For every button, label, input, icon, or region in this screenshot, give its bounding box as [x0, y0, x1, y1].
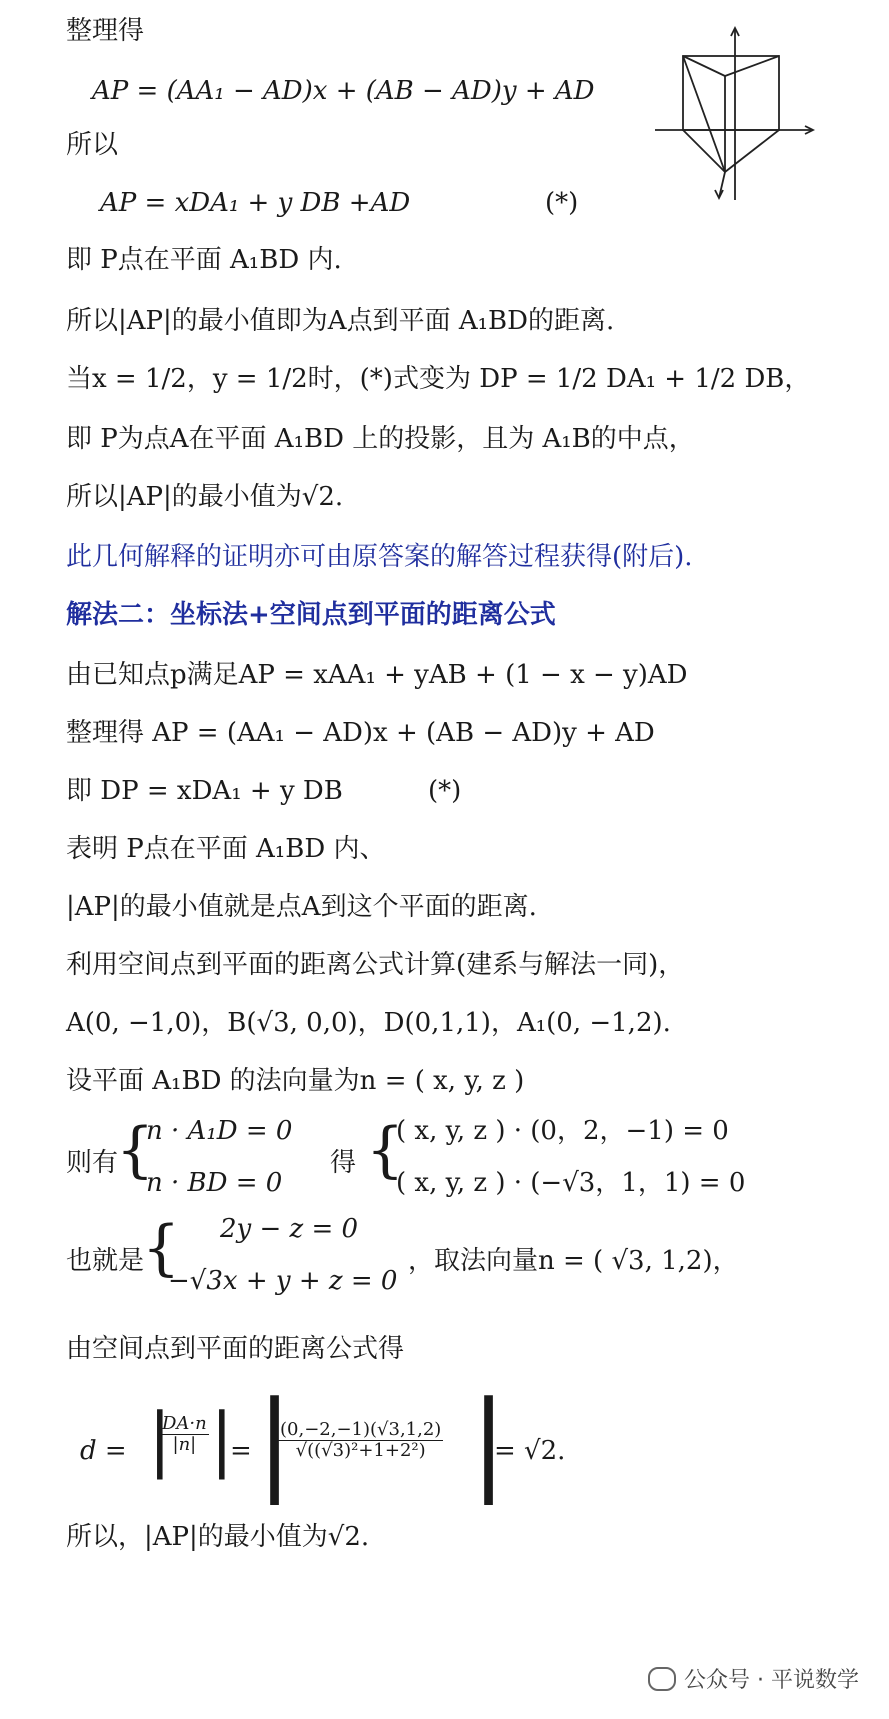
fraction-denominator: |n| [172, 1433, 197, 1455]
coordinates-line: A(0, −1,0)，B(√3, 0,0)，D(0,1,1)，A₁(0, −1,2). [66, 1008, 671, 1038]
text-line: 所以|AP|的最小值为√2. [66, 482, 344, 512]
formula-line: AP = xDA₁ + y DB +AD [100, 188, 411, 218]
abs-bar: | [148, 1398, 172, 1480]
system-equation: ( x, y, z ) · (0，2，−1) = 0 [396, 1116, 729, 1146]
fraction [278, 1420, 443, 1461]
text-line: 也就是 [66, 1246, 145, 1276]
text-line: 整理得 AP = (AA₁ − AD)x + (AB − AD)y + AD [66, 718, 655, 748]
text-line: 即 DP = xDA₁ + y DB [66, 776, 343, 806]
text-line: 由空间点到平面的距离公式得 [66, 1334, 405, 1364]
fraction-numerator: (0,−2,−1)(√3,1,2) [280, 1419, 442, 1440]
fraction-numerator: DA·n [162, 1413, 207, 1434]
left-brace: { [116, 1115, 155, 1185]
text-line: |AP|的最小值就是点A到这个平面的距离. [66, 892, 537, 922]
wechat-icon [648, 1667, 676, 1691]
text-line: 利用空间点到平面的距离公式计算(建系与解法一同)， [66, 950, 685, 980]
section-heading: 解法二：坐标法+空间点到平面的距离公式 [66, 600, 556, 630]
fraction-denominator: √((√3)²+1+2²) [295, 1439, 426, 1461]
text-line: 即 P为点A在平面 A₁BD 上的投影，且为 A₁B的中点， [66, 424, 695, 454]
abs-bar: | [256, 1377, 294, 1505]
abs-bar: | [470, 1377, 508, 1505]
system-equation: n · BD = 0 [146, 1168, 283, 1198]
text-line: 由已知点p满足AP = xAA₁ + yAB + (1 − x − y)AD [66, 660, 688, 690]
prism-figure [655, 20, 815, 205]
equation-tag: (*) [428, 776, 462, 806]
text-line: 所以 [66, 130, 119, 160]
text-line: 则有 [66, 1148, 119, 1178]
formula-line: AP = (AA₁ − AD)x + (AB − AD)y + AD [92, 76, 595, 106]
equals-sign: = [230, 1436, 252, 1466]
text-line: 设平面 A₁BD 的法向量为n = ( x, y, z ) [66, 1066, 525, 1096]
system-equation: 2y − z = 0 [220, 1214, 359, 1244]
text-line: 表明 P点在平面 A₁BD 内、 [66, 834, 386, 864]
result-line: = √2. [494, 1436, 566, 1466]
text-line: 所以|AP|的最小值即为A点到平面 A₁BD的距离. [66, 306, 615, 336]
text-line: ，取法向量n = ( √3, 1,2)， [408, 1246, 739, 1276]
distance-label: d = [80, 1436, 127, 1466]
equation-tag: (*) [545, 188, 579, 218]
left-brace: { [142, 1213, 181, 1283]
text-line: 得 [330, 1148, 357, 1178]
text-line: 整理得 [66, 16, 145, 46]
system-equation: ( x, y, z ) · (−√3，1，1) = 0 [396, 1168, 746, 1198]
watermark-text: 公众号 · 平说数学 [684, 1668, 859, 1693]
conclusion-line: 所以，|AP|的最小值为√2. [66, 1522, 370, 1552]
fraction [160, 1414, 209, 1455]
text-line: 当x = 1/2，y = 1/2时，(*)式变为 DP = 1/2 DA₁ + 1/2 DB， [66, 364, 811, 394]
system-equation: n · A₁D = 0 [146, 1116, 293, 1146]
text-line: 即 P点在平面 A₁BD 内. [66, 245, 342, 275]
system-equation: −√3x + y + z = 0 [168, 1266, 398, 1296]
left-brace: { [366, 1115, 405, 1185]
abs-bar: | [210, 1398, 234, 1480]
watermark [648, 1663, 859, 1694]
note-line: 此几何解释的证明亦可由原答案的解答过程获得(附后). [66, 542, 693, 572]
